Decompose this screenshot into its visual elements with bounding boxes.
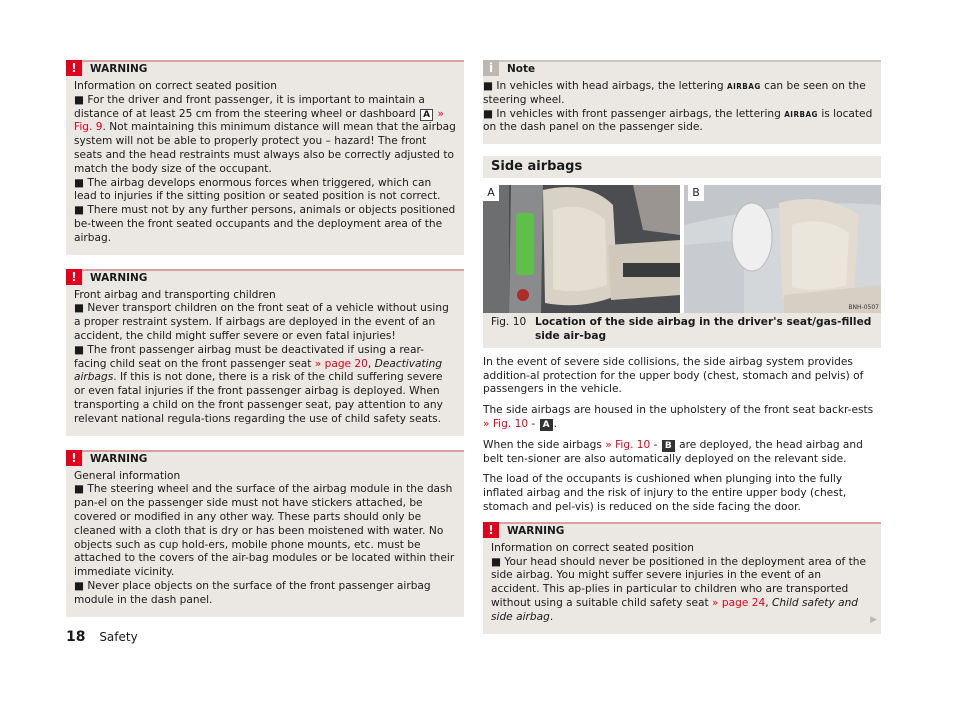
warning-icon: ! (66, 269, 82, 285)
page-20-link[interactable]: » page 20 (314, 357, 368, 370)
note-box (483, 60, 881, 144)
warning-label: WARNING (90, 271, 148, 284)
driver-seat-illustration (483, 185, 680, 313)
paragraph: The load of the occupants is cushioned when plunging into the fully inflated airbag and the risk of injury to the entire upper body (chest, stomach and pel-vis) is reduced on the side facing the door. (483, 473, 847, 513)
paragraph: When the side airbags » Fig. 10 - B are deployed, the head airbag and belt ten-sioner are also automatically deployed on the relevant side. (483, 438, 863, 465)
caption-number: Fig. 10 (491, 316, 527, 329)
fig-9-link[interactable]: » Fig. 9 (74, 107, 444, 134)
warning-bullet: ■ Never transport children on the front seat of a vehicle without using a proper restraint system. If airbags are deployed in the event of an accident, the child might suffer severe or even fatal injuries! (74, 302, 449, 342)
body-text (483, 356, 881, 515)
paragraph: The side airbags are housed in the upholstery of the front seat backr-ests » Fig. 10 - A . (483, 404, 874, 430)
figure-key-a: A (420, 109, 433, 121)
figure-label-a: A (483, 185, 499, 201)
warning-icon: ! (66, 60, 82, 76)
warning-box-general (66, 450, 464, 617)
page-footer (66, 629, 138, 645)
warning-label: WARNING (507, 524, 565, 537)
warning-bullet: ■ For the driver and front passenger, it is important to maintain a distance of at least 25 cm from the steering wheel or dashboard A » Fig. 9. Not maintaining this minimum distance will mean that the airbag system will not be able to properly protect you – hazard! The front seats and the head restraints must always also be correctly adjusted to match the body size of the occupant. (74, 93, 456, 175)
figure-caption (483, 313, 881, 348)
figure-code: BNH-0507 (848, 304, 879, 312)
warning-heading: General information (74, 469, 181, 482)
warning-bullet: ■ Your head should never be positioned in the deployment area of the side airbag. You might suffer severe injuries in the event of an accident. This ap-plies in particular to children who are transported without using a suitable child safety seat » page 24, Child safety and side airbag. (491, 555, 867, 623)
warning-box-seated-position (66, 60, 464, 255)
figure-label-b: B (688, 185, 704, 201)
section-title: Side airbags (483, 156, 881, 178)
warning-label: WARNING (90, 63, 148, 75)
page-number: 18 (66, 629, 86, 645)
info-icon: i (483, 60, 499, 76)
figure-key-b: B (662, 440, 675, 452)
warning-bullet: ■ The front passenger airbag must be deactivated if using a rear-facing child seat on the front passenger seat » page 20, Deactivating airbags. If this is not done, there is a risk of the child suffering severe or even fatal injuries if the front passenger airbag is deployed. When transporting a child on the front passenger seat, pay attention to any relevant national regula-tions regarding the use of child safety seats. (74, 343, 443, 425)
right-column (483, 60, 881, 648)
left-column (66, 60, 464, 631)
side-airbag-illustration (684, 185, 881, 313)
figure-key-a: A (540, 419, 553, 431)
warning-heading: Information on correct seated position (74, 80, 277, 92)
warning-icon: ! (483, 522, 499, 538)
figure-10 (483, 185, 881, 313)
fig-10-link[interactable]: » Fig. 10 (483, 417, 529, 430)
warning-bullet: ■ The airbag develops enormous forces when triggered, which can lead to injuries if the sitting position or seated position is not correct. (74, 176, 441, 203)
page-24-link[interactable]: » page 24 (712, 596, 766, 609)
note-label: Note (507, 63, 536, 75)
footer-section: Safety (99, 630, 138, 644)
note-line: ■ In vehicles with front passenger airbags, the lettering AIRBAG is located on the dash panel on the passenger side. (483, 107, 873, 134)
figure-panel-b (684, 185, 881, 313)
warning-heading: Information on correct seated position (491, 541, 694, 554)
warning-bullet: ■ Never place objects on the surface of the front passenger airbag module in the dash panel. (74, 579, 431, 606)
airbag-lettering: AIRBAG (727, 82, 761, 91)
warning-bullet: ■ The steering wheel and the surface of the airbag module in the dash pan-el on the passenger side must not have stickers attached, be covered or modified in any other way. These parts should only be cleaned with a cloth that is dry or has been moistened with water. No objects such as cup hold-ers, mobile phone mounts, etc. must be attached to the covers of the air-bag modules or be located within their immediate vicinity. (74, 483, 455, 579)
airbag-lettering: AIRBAG (784, 109, 818, 119)
caption-text: Location of the side airbag in the driver's seat/gas-filled side air-bag (535, 316, 872, 342)
warning-bullet: ■ There must not by any further persons, animals or objects positioned be-tween the front seated occupants and the deployment area of the airbag. (74, 204, 456, 244)
figure-panel-a (483, 185, 680, 313)
warning-box-children (66, 269, 464, 436)
warning-heading: Front airbag and transporting children (74, 288, 276, 301)
paragraph: In the event of severe side collisions, the side airbag system provides addition-al protection for the upper body (chest, stomach and pelvis) of passengers in the vehicle. (483, 355, 864, 396)
note-line: ■ In vehicles with head airbags, the lettering AIRBAG can be seen on the steering wheel. (483, 80, 866, 106)
warning-box-side-airbag (483, 522, 881, 634)
warning-label: WARNING (90, 452, 148, 465)
continue-arrow-icon: ▶ (870, 614, 877, 625)
fig-10-link[interactable]: » Fig. 10 (605, 438, 651, 451)
warning-icon: ! (66, 450, 82, 466)
